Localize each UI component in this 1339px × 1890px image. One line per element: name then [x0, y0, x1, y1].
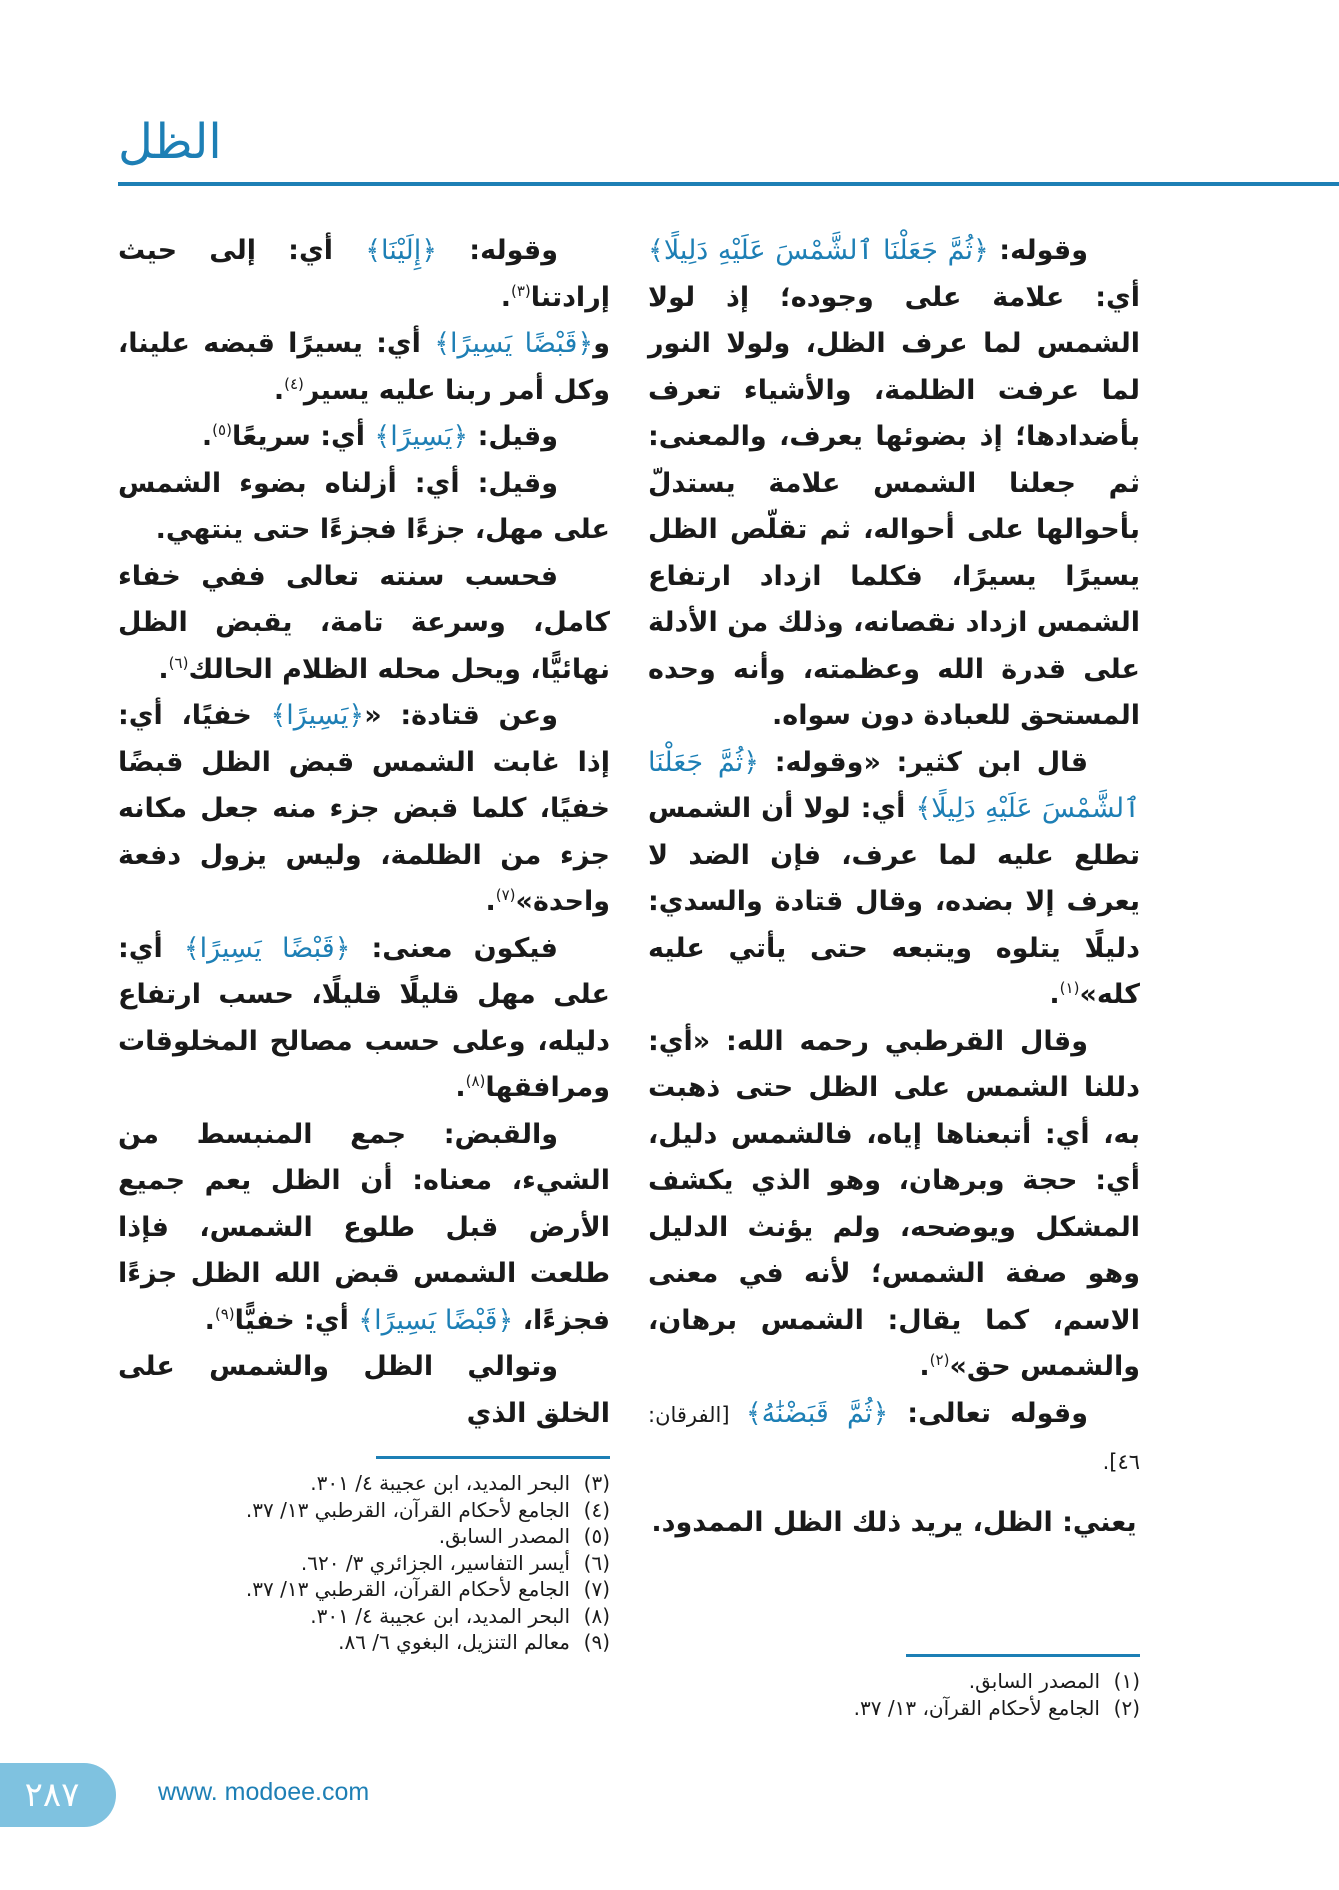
footnote-item: [118, 1576, 610, 1603]
site-url[interactable]: www. modoee.com: [158, 1778, 370, 1806]
left-footnotes: [118, 1470, 610, 1656]
footnote-text: المصدر السابق.: [438, 1524, 570, 1548]
text-run: قال ابن كثير: «وقوله:: [759, 746, 1089, 778]
text-run: .: [455, 1072, 466, 1103]
text-run: والقبض: جمع المنبسط من الشيء، معناه: أن الظل يعم جميع الأرض قبل طلوع الشمس، فإذا طلعت الشمس قبض الله الظل جزءًا فجزءًا،: [118, 1118, 610, 1336]
paragraph: [648, 1391, 1140, 1486]
paragraph: [648, 1019, 1140, 1391]
text-run: .: [158, 653, 169, 685]
paragraph: [648, 740, 1140, 1019]
left-footnote-rule: [376, 1456, 610, 1459]
footnote-item: [648, 1668, 1140, 1695]
text-run: خفيًا، أي: إذا غابت الشمس قبض الظل قبضًا خفيًا، كلما قبض جزء منه جعل مكانه جزء من الظلمة، وليس يزول دفعة واحدة»: [118, 700, 610, 917]
footnote-ref: (٩): [214, 1304, 235, 1323]
footnote-number: (١): [1113, 1669, 1140, 1693]
right-footnotes: [648, 1668, 1140, 1721]
paragraph: [118, 554, 610, 694]
paragraph: [118, 228, 610, 321]
text-run: يعني: الظل، يريد ذلك الظل الممدود.: [651, 1506, 1137, 1538]
footnote-number: (٢): [1113, 1695, 1140, 1720]
text-run: أي: سريعًا: [231, 421, 375, 452]
text-run: وعن قتادة: «: [364, 700, 558, 731]
footnote-number: (٣): [583, 1471, 610, 1495]
paragraph: [118, 926, 610, 1112]
quran-verse: ﴿ثُمَّ جَعَلْنَا ٱلشَّمْسَ عَلَيْهِ دَلِيلًا﴾: [648, 235, 989, 266]
footnote-text: الجامع لأحكام القرآن، القرطبي ١٣/ ٣٧.: [245, 1497, 570, 1522]
footnote-number: (٤): [583, 1497, 610, 1522]
footnote-item: [118, 1497, 610, 1524]
quran-verse: ﴿ثُمَّ قَبَضْنَٰهُ﴾: [745, 1397, 889, 1429]
footnote-item: [118, 1470, 610, 1497]
text-run: .: [919, 1351, 930, 1382]
quran-verse: ﴿ثُمَّ جَعَلْنَا ٱلشَّمْسَ عَلَيْهِ دَلِيلًا﴾: [648, 746, 1140, 824]
paragraph: [118, 1112, 610, 1345]
text-run: .: [204, 1304, 215, 1336]
footnote-number: (٨): [583, 1603, 610, 1628]
text-run: وقوله:: [988, 235, 1089, 266]
quran-verse: ﴿يَسِيرًا﴾: [374, 421, 469, 452]
footnote-ref: (٨): [465, 1072, 486, 1090]
text-run: وقيل: أي: أزلناه بضوء الشمس على مهل، جزءًا فجزءًا حتى ينتهي.: [118, 467, 610, 545]
footnote-item: [648, 1695, 1140, 1722]
right-column: [648, 228, 1140, 1546]
text-run: .: [485, 886, 496, 917]
text-run: .: [1049, 979, 1060, 1010]
text-run: أي: على مهل قليلًا قليلًا، حسب ارتفاع دليله، وعلى حسب مصالح المخلوقات ومرافقها: [118, 932, 610, 1103]
text-run: وقوله:: [437, 235, 558, 266]
text-run: فيكون معنى:: [350, 932, 558, 964]
quran-verse: ﴿قَبْضًا يَسِيرًا﴾: [358, 1304, 514, 1336]
text-run: أي: خفيًّا: [234, 1304, 359, 1336]
page-number-badge: [0, 1763, 116, 1827]
paragraph: [648, 1500, 1140, 1547]
footnote-number: (٧): [583, 1577, 610, 1601]
paragraph: [648, 228, 1140, 740]
page-number: ٢٨٧: [24, 1775, 80, 1815]
footnote-item: [118, 1629, 610, 1656]
footnote-ref: (١): [1059, 979, 1080, 997]
footnote-ref: (٧): [495, 886, 516, 904]
paragraph: [118, 1344, 610, 1437]
footnote-ref: (٣): [511, 281, 531, 300]
text-run: .: [201, 421, 213, 452]
paragraph: [118, 693, 610, 926]
paragraph: [118, 461, 610, 554]
text-run: .: [273, 374, 285, 406]
footnote-ref: (٢): [929, 1351, 950, 1369]
header-rule: [118, 182, 1339, 186]
footnote-text: أيسر التفاسير، الجزائري ٣/ ٦٢٠.: [300, 1550, 570, 1575]
footnote-ref: (٥): [212, 421, 232, 439]
footnote-ref: (٤): [284, 374, 304, 393]
footnote-text: معالم التنزيل، البغوي ٦/ ٨٦.: [338, 1630, 570, 1654]
text-run: أي: إلى حيث إرادتنا: [118, 235, 610, 313]
right-footnote-rule: [906, 1654, 1140, 1657]
paragraph: [118, 414, 610, 461]
surah-reference: [الفرقان: ٤٦].: [648, 1402, 1140, 1474]
footnote-text: البحر المديد، ابن عجيبة ٤/ ٣٠١.: [310, 1603, 570, 1628]
text-run: فحسب سنته تعالى ففي خفاء كامل، وسرعة تامة، يقبض الظل نهائيًّا، ويحل محله الظلام الحالك: [118, 560, 610, 685]
footnote-number: (٥): [583, 1524, 610, 1548]
left-column: [118, 228, 610, 1437]
quran-verse: ﴿قَبْضًا يَسِيرًا﴾: [183, 932, 351, 964]
quran-verse: ﴿يَسِيرًا﴾: [270, 700, 365, 731]
footnote-ref: (٦): [168, 653, 189, 672]
text-run: وتوالي الظل والشمس على الخلق الذي: [118, 1351, 610, 1429]
paragraph: [118, 321, 610, 414]
footnote-item: [118, 1603, 610, 1630]
text-run: أي: يسيرًا قبضه علينا، وكل أمر ربنا عليه يسير: [118, 328, 610, 406]
footnote-text: الجامع لأحكام القرآن، ١٣/ ٣٧.: [853, 1695, 1100, 1720]
text-run: و: [593, 328, 610, 359]
footnote-text: الجامع لأحكام القرآن، القرطبي ١٣/ ٣٧.: [245, 1577, 570, 1601]
text-run: وقوله تعالى:: [888, 1397, 1088, 1429]
text-run: وقال القرطبي رحمه الله: «أي: دللنا الشمس على الظل حتى ذهبت به، أي: أتبعناها إياه، فالشمس دليل، أي: حجة وبرهان، وهو الذي يكشف المشكل ويوضحه، ولم يؤنث الدليل وهو صفة الشمس؛ لأنه في معنى الاسم، كما يقال: الشمس برهان، والشمس حق»: [648, 1025, 1140, 1382]
page-title: الظل: [118, 114, 222, 170]
footnote-number: (٦): [583, 1550, 610, 1575]
quran-verse: ﴿قَبْضًا يَسِيرًا﴾: [434, 328, 594, 359]
footnote-text: المصدر السابق.: [968, 1669, 1100, 1693]
text-run: أي: علامة على وجوده؛ إذ لولا الشمس لما عرف الظل، ولولا النور لما عرفت الظلمة، والأشياء تعرف بأضدادها؛ إذ بضوئها يعرف، والمعنى: ثم جعلنا الشمس علامة يستدلّ بأحوالها على أحواله، ثم تقلّص الظل يسيرًا يسيرًا، فكلما ازداد ارتفاع الشمس ازداد نقصانه، وذلك من الأدلة على قدرة الله وعظمته، وأنه وحده المستحق للعبادة دون سواه.: [648, 281, 1140, 731]
footnote-item: [118, 1550, 610, 1577]
quran-verse: ﴿إِلَيْنَا﴾: [365, 235, 438, 266]
text-run: وقيل:: [468, 421, 558, 452]
footnote-item: [118, 1523, 610, 1550]
footnote-number: (٩): [583, 1630, 610, 1654]
text-run: أي: لولا أن الشمس تطلع عليه لما عرف، فإن الضد لا يعرف إلا بضده، وقال قتادة والسدي: دليلًا يتلوه ويتبعه حتى يأتي عليه كله»: [648, 793, 1140, 1010]
footnote-text: البحر المديد، ابن عجيبة ٤/ ٣٠١.: [310, 1471, 570, 1495]
text-run: .: [500, 281, 511, 313]
